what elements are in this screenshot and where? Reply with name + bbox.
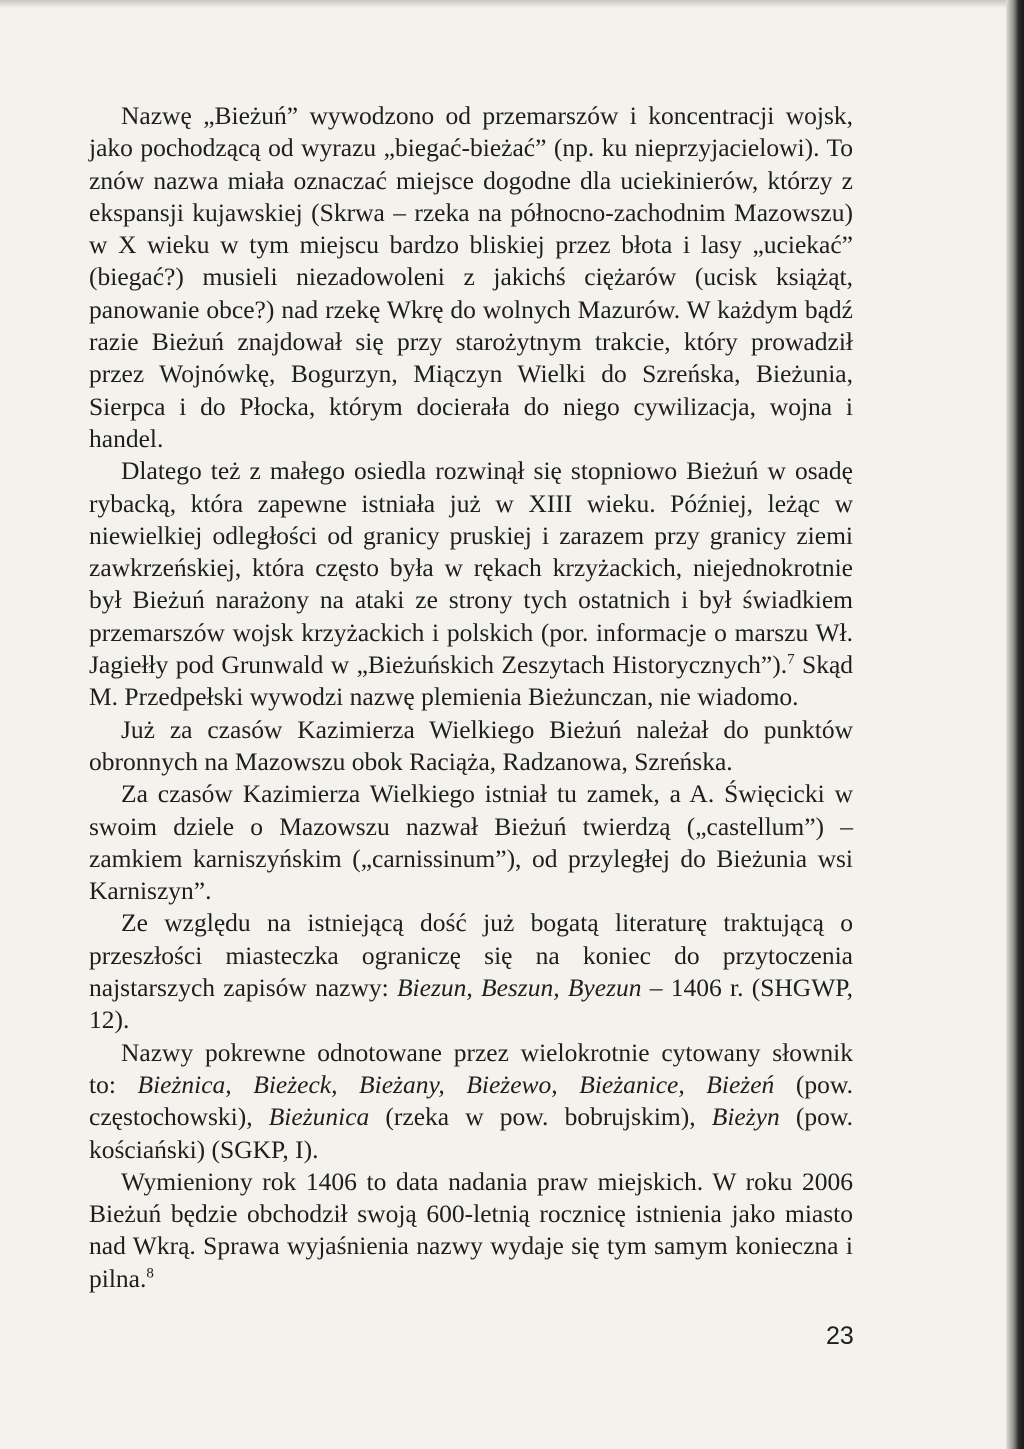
- text-run: Nazwę „Bieżuń” wywodzono od przemarszów i koncentracji wojsk, jako pochodzącą od wyrazu „biegać-bieżać” (np. ku nieprzyjacielowi). To znów nazwa miała oznaczać miejsce dogodne dla uciekinierów, którzy z ekspansji kujawskiej (Skrwa – rzeka na północno-zachodnim Mazowszu) w X wieku w tym miejscu bardzo bliskiej przez błota i lasy „uciekać” (biegać?) musieli niezadowoleni z jakichś ciężarów (ucisk książąt, panowanie obce?) nad rzekę Wkrę do wolnych Mazurów. W każdym bądź razie Bieżuń znajdował się przy starożytnym trakcie, który prowadził przez Wojnówkę, Bogurzyn, Miączyn Wielki do Szreńska, Bieżunia, Sierpca i do Płocka, którym docierała do niego cywilizacja, wojna i handel.: [89, 101, 853, 453]
- footnote-reference: 8: [146, 1265, 154, 1282]
- body-text: [89, 100, 853, 1295]
- text-run: Za czasów Kazimierza Wielkiego istniał tu zamek, a A. Święcicki w swoim dziele o Mazowszu nazwał Bieżuń twierdzą („castellum”) – zamkiem karniszyńskim („carnissinum”), od przyległej do Bieżunia wsi Karniszyn”.: [89, 779, 853, 906]
- page-binding-edge: [1006, 0, 1024, 1449]
- text-run: Już za czasów Kazimierza Wielkiego Bieżuń należał do punktów obronnych na Mazowszu obok Raciąża, Radzanowa, Szreńska.: [89, 714, 853, 776]
- text-run: (pow. częstochowski),: [89, 1069, 853, 1132]
- page-number: 23: [826, 1322, 854, 1350]
- page-top-edge: [0, 0, 1024, 7]
- text-run: (pow. kościański) (SGKP, I).: [89, 1102, 853, 1164]
- italic-text: Bieżyn: [711, 1102, 780, 1132]
- paragraph: [89, 455, 853, 713]
- text-run: Nazwy pokrewne odnotowane przez wielokrotnie cytowany słownik to:: [89, 1037, 853, 1099]
- paragraph: [89, 1166, 853, 1295]
- text-run: Ze względu na istniejącą dość już bogatą literaturę traktującą o przeszłości miasteczka ograniczę się na koniec do przytoczenia najstarszych zapisów nazwy:: [89, 908, 853, 1003]
- text-run: Wymieniony rok 1406 to data nadania praw miejskich. W roku 2006 Bieżuń będzie obchodził swoją 600-letnią rocznicę istnienia jako miasto nad Wkrą. Sprawa wyjaśnienia nazwy wydaje się tym samym konieczna i pilna.: [89, 1166, 853, 1293]
- paragraph: [89, 778, 853, 907]
- text-run: (rzeka w pow. bobrujskim),: [369, 1102, 712, 1132]
- paragraph: [89, 907, 853, 1036]
- italic-text: Bieżunica: [268, 1102, 370, 1132]
- text-run: – 1406 r. (SHGWP, 12).: [89, 973, 853, 1035]
- text-run: Dlatego też z małego osiedla rozwinął się stopniowo Bieżuń w osadę rybacką, która zapewne istniała już w XIII wieku. Później, leżąc w niewielkiej odległości od granicy pruskiej i zarazem przy granicy ziemi zawkrzeńskiej, która często była w rękach krzyżackich, niejednokrotnie był Bieżuń narażony na ataki ze strony tych ostatnich i był świadkiem przemarszów wojsk krzyżackich i polskich (por. informacje o marszu Wł. Jagiełły pod Grunwald w „Bieżuńskich Zeszytach Historycznych”).: [89, 456, 853, 680]
- italic-text: Bieżnica, Bieżeck, Bieżany, Bieżewo, Bieżanice, Bieżeń: [137, 1069, 775, 1099]
- paragraph: [89, 100, 853, 455]
- paragraph: [89, 1037, 853, 1166]
- paragraph: [89, 714, 853, 779]
- italic-text: Biezun, Beszun, Byezun: [396, 973, 642, 1003]
- text-run: Skąd M. Przedpełski wywodzi nazwę plemienia Bieżunczan, nie wiadomo.: [89, 650, 854, 712]
- footnote-reference: 7: [787, 651, 795, 668]
